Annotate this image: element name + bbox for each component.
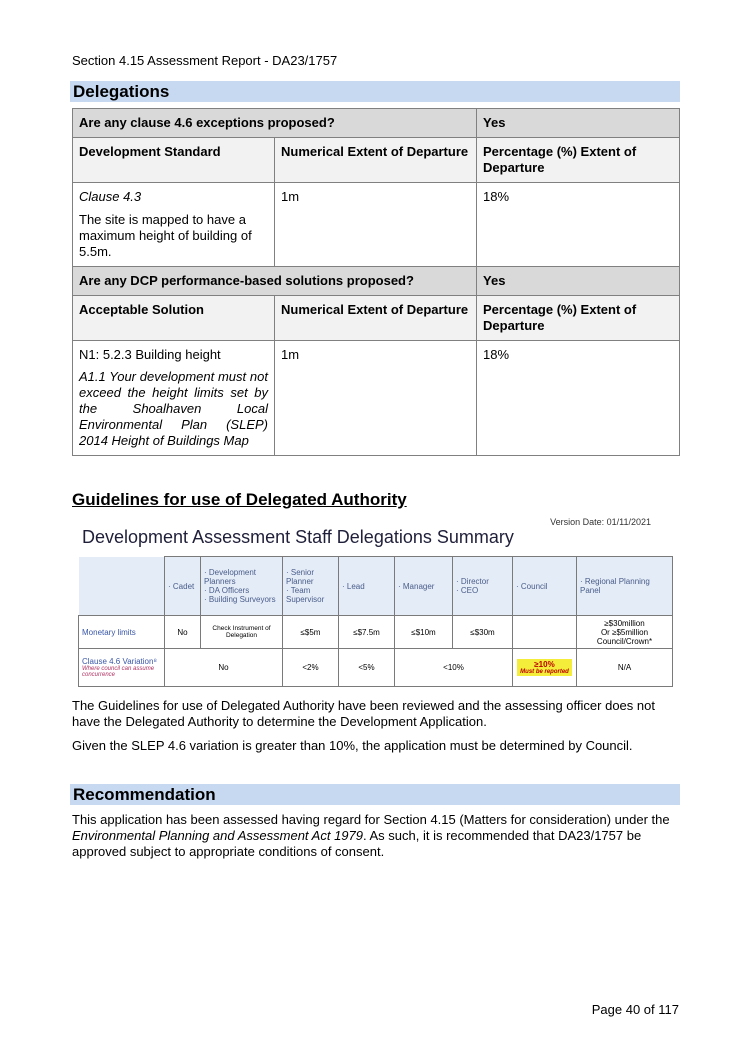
table-cell: Check Instrument of Delegation bbox=[201, 616, 283, 649]
table-cell bbox=[513, 616, 577, 649]
row-label: Monetary limits bbox=[79, 616, 165, 649]
column-header: · Lead bbox=[339, 557, 395, 616]
column-header: · Regional Planning Panel bbox=[577, 557, 673, 616]
table-row bbox=[79, 649, 673, 687]
table-cell: ≤$7.5m bbox=[339, 616, 395, 649]
table-row bbox=[79, 557, 673, 616]
column-header: Acceptable Solution bbox=[73, 296, 275, 341]
table-row bbox=[73, 267, 680, 296]
table-cell: ≤$5m bbox=[283, 616, 339, 649]
row-label: Clause 4.6 Variation⁸ Where council can assume concurrence bbox=[79, 649, 165, 687]
numerical-cell: 1m bbox=[275, 341, 477, 456]
table-row bbox=[79, 616, 673, 649]
percentage-cell: 18% bbox=[477, 341, 680, 456]
table-cell: <2% bbox=[283, 649, 339, 687]
table-row bbox=[73, 183, 680, 267]
column-header: Numerical Extent of Departure bbox=[275, 296, 477, 341]
variation-paragraph: Given the SLEP 4.6 variation is greater than 10%, the application must be determined by Council. bbox=[72, 738, 633, 753]
summary-table bbox=[78, 556, 673, 687]
guidelines-heading: Guidelines for use of Delegated Authority bbox=[72, 490, 407, 509]
column-header: · Senior Planner · Team Supervisor bbox=[283, 557, 339, 616]
guidelines-paragraph: The Guidelines for use of Delegated Authority have been reviewed and the assessing officer does not have the Delegated Authority to determine the Development Application. bbox=[72, 698, 655, 729]
column-header: Percentage (%) Extent of Departure bbox=[477, 296, 680, 341]
question-cell: Are any DCP performance-based solutions proposed? bbox=[73, 267, 477, 296]
standard-cell bbox=[73, 183, 275, 267]
page-header: Section 4.15 Assessment Report - DA23/1757 bbox=[72, 53, 338, 68]
table-row bbox=[73, 341, 680, 456]
section-heading-recommendation: Recommendation bbox=[70, 784, 680, 805]
table-cell: ≤$30m bbox=[453, 616, 513, 649]
column-header: · Director · CEO bbox=[453, 557, 513, 616]
table-row bbox=[73, 109, 680, 138]
table-cell: <5% bbox=[339, 649, 395, 687]
question-cell: Are any clause 4.6 exceptions proposed? bbox=[73, 109, 477, 138]
table-cell: <10% bbox=[395, 649, 513, 687]
act-name: Environmental Planning and Assessment Act 1979 bbox=[72, 828, 363, 843]
column-header: Percentage (%) Extent of Departure bbox=[477, 138, 680, 183]
table-row bbox=[73, 138, 680, 183]
column-header: · Council bbox=[513, 557, 577, 616]
table-cell: ≥$30million Or ≥$5million Council/Crown* bbox=[577, 616, 673, 649]
version-date: Version Date: 01/11/2021 bbox=[550, 517, 651, 527]
summary-title: Development Assessment Staff Delegations Summary bbox=[82, 527, 514, 547]
solution-description: A1.1 Your development must not exceed the height limits set by the Shoalhaven Local Environmental Plan (SLEP) 2014 Height of Buildings Map bbox=[79, 369, 268, 448]
answer-cell: Yes bbox=[477, 109, 680, 138]
clause-description: The site is mapped to have a maximum height of building of 5.5m. bbox=[79, 212, 252, 259]
column-header: · Cadet bbox=[165, 557, 201, 616]
table-cell: ≤$10m bbox=[395, 616, 453, 649]
recommendation-paragraph: This application has been assessed having regard for Section 4.15 (Matters for consideration) under the Environmental Planning and Assessment Act 1979. As such, it is recommended that DA23/1757 be approved subject to appropriate conditions of consent. bbox=[72, 812, 670, 859]
column-header: · Development Planners · DA Officers · Building Surveyors bbox=[201, 557, 283, 616]
column-header: Development Standard bbox=[73, 138, 275, 183]
column-header: · Manager bbox=[395, 557, 453, 616]
table-row bbox=[73, 296, 680, 341]
delegations-summary-image bbox=[72, 515, 679, 688]
column-header: Numerical Extent of Departure bbox=[275, 138, 477, 183]
page-number: Page 40 of 117 bbox=[591, 1002, 679, 1017]
empty-cell bbox=[79, 557, 165, 616]
numerical-cell: 1m bbox=[275, 183, 477, 267]
table-cell: No bbox=[165, 616, 201, 649]
solution-cell bbox=[73, 341, 275, 456]
table-cell: N/A bbox=[577, 649, 673, 687]
table-cell: No bbox=[165, 649, 283, 687]
solution-label: N1: 5.2.3 Building height bbox=[79, 347, 221, 362]
section-heading-delegations: Delegations bbox=[70, 81, 680, 102]
answer-cell: Yes bbox=[477, 267, 680, 296]
clause-label: Clause 4.3 bbox=[79, 189, 142, 204]
percentage-cell: 18% bbox=[477, 183, 680, 267]
council-highlight-cell: ≥10% Must be reported bbox=[513, 649, 577, 687]
delegations-table bbox=[72, 108, 680, 456]
